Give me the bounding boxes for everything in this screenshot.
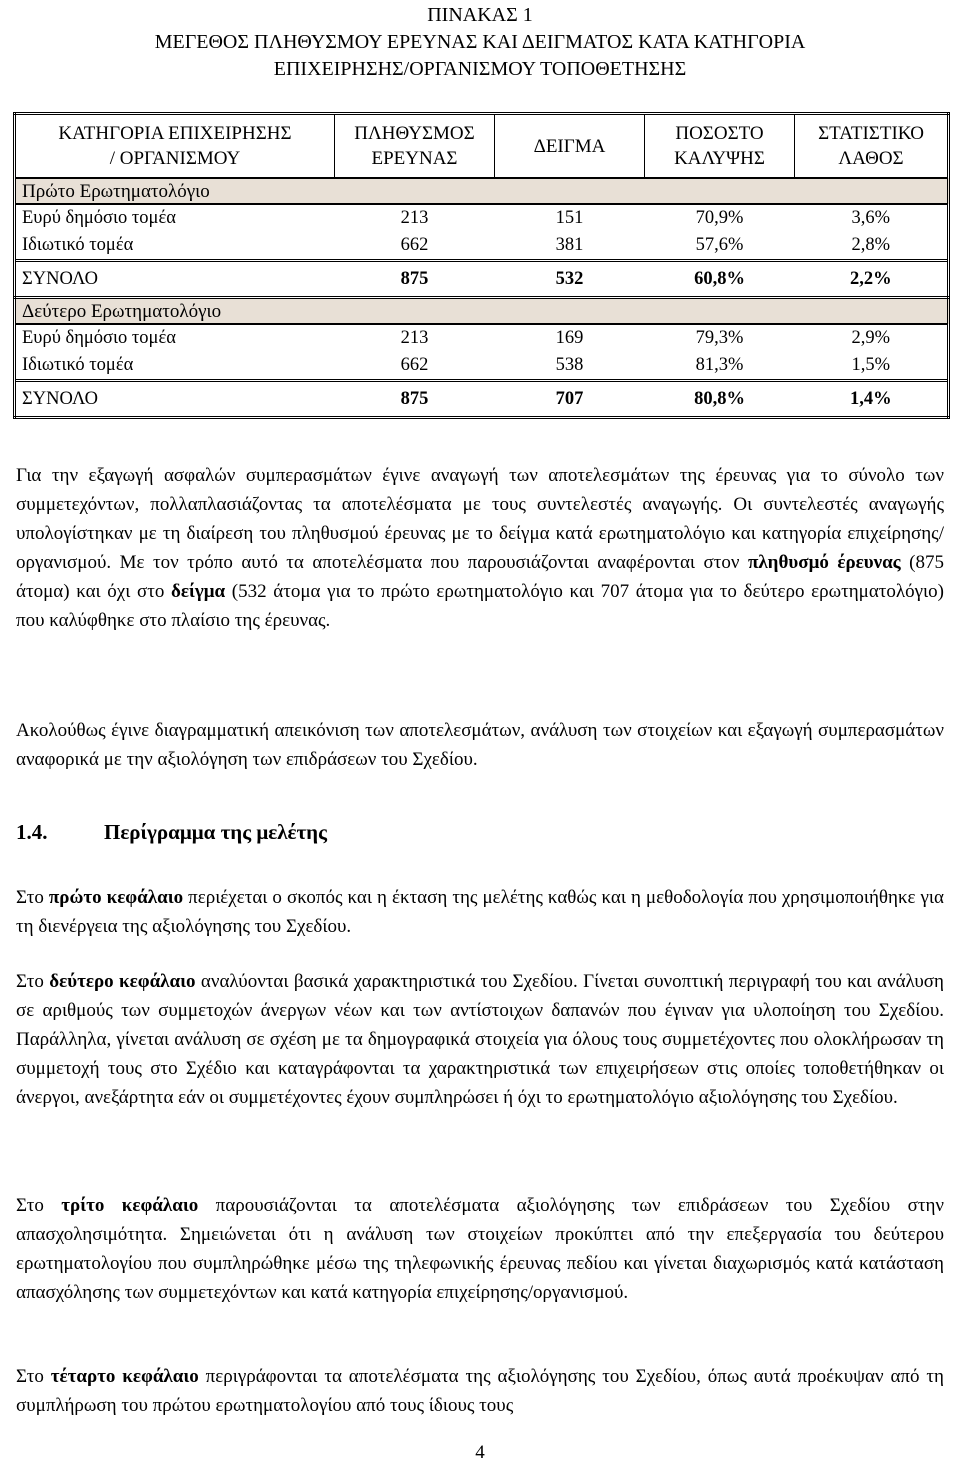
cell-sample: 169 [555, 328, 584, 348]
header-coverage: ΠΟΣΟΣΤΟ ΚΑΛΥΨΗΣ [645, 114, 795, 179]
total-row [15, 261, 949, 298]
cell-category: ΣΥΝΟΛΟ [15, 381, 335, 418]
cell-error: 2,8% [795, 232, 949, 261]
page-number: 4 [475, 1442, 485, 1463]
cell-population: 213 [400, 328, 429, 348]
section-label: Δεύτερο Ερωτηματολόγιο [15, 298, 949, 325]
cell-coverage: 81,3% [695, 355, 744, 375]
cell-error: 1,4% [795, 381, 949, 418]
header-sample: ΔΕΙΓΜΑ [495, 114, 645, 179]
table-row [15, 324, 949, 352]
table-header-row [15, 114, 949, 179]
table-row [15, 352, 949, 381]
cell-sample: 707 [495, 381, 645, 418]
table-title [0, 2, 960, 83]
cell-coverage: 57,6% [695, 235, 744, 255]
title-line-3: ΕΠΙΧΕΙΡΗΣΗΣ/ΟΡΓΑΝΙΣΜΟΥ ΤΟΠΟΘΕΤΗΣΗΣ [273, 58, 687, 80]
section-row [15, 178, 949, 204]
title-line-2: ΜΕΓΕΘΟΣ ΠΛΗΘΥΣΜΟΥ ΕΡΕΥΝΑΣ ΚΑΙ ΔΕΙΓΜΑΤΟΣ ΚΑΤΑ ΚΑΤΗΓΟΡΙΑ [154, 31, 806, 53]
cell-population: 213 [400, 208, 429, 228]
section-row [15, 298, 949, 325]
table-row [15, 232, 949, 261]
cell-category: Ευρύ δημόσιο τομέα [15, 204, 335, 232]
cell-population: 662 [400, 235, 429, 255]
section-number: 1.4. [16, 820, 48, 844]
paragraph-chapter-2: Στο δεύτερο κεφάλαιο αναλύονται βασικά χαρακτηριστικά του Σχεδίου. Γίνεται συνοπτική περιγραφή του και ανάλυση σε αριθμούς των συμμετοχών άνεργων νέων και των αντίστοιχων δαπανών που έγιναν για υλοποίηση του Σχεδίου. Παράλληλα, γίνεται ανάλυση σε σχέση με τα δημογραφικά στοιχεία για όλους τους συμμετέχοντες που ολοκλήρωσαν τη συμμετοχή τους στο Σχέδιο και καταγράφονται τα χαρακτηριστικά των επιχειρήσεων στις οποίες τοποθετήθηκαν οι άνεργοι, ανεξάρτητα εάν οι συμμετέχοντες έχουν συμπληρώσει ή όχι το ερωτηματολόγιο αξιολόγησης του Σχεδίου. [16, 971, 944, 1108]
total-row [15, 381, 949, 418]
paragraph-chapter-3: Στο τρίτο κεφάλαιο παρουσιάζονται τα αποτελέσματα αξιολόγησης των επιδράσεων του Σχεδίου στην απασχολησιμότητα. Σημειώνεται ότι η ανάλυση των στοιχείων προκύπτει από την επεξεργασία του δεύτερου ερωτηματολογίου που συμπληρώθηκε μέσω της τηλεφωνικής έρευνας πεδίου και γίνεται διαχωρισμός κατά κατάσταση απασχόλησης των συμμετεχόντων και κατά κατηγορία επιχείρησης/οργανισμού. [16, 1195, 944, 1303]
header-population: ΠΛΗΘΥΣΜΟΣ ΕΡΕΥΝΑΣ [335, 114, 495, 179]
section-title: Περίγραμμα της μελέτης [104, 820, 327, 844]
cell-sample: 381 [555, 235, 584, 255]
cell-error: 3,6% [795, 204, 949, 232]
cell-category: Ιδιωτικό τομέα [15, 352, 335, 381]
cell-error: 2,9% [795, 324, 949, 352]
header-error: ΣΤΑΤΙΣΤΙΚΟ ΛΑΘΟΣ [795, 114, 949, 179]
population-sample-table [13, 112, 950, 419]
paragraph-chapter-1: Στο πρώτο κεφάλαιο περιέχεται ο σκοπός και η έκταση της μελέτης καθώς και η μεθοδολογία που χρησιμοποιήθηκε για τη διενέργεια της αξιολόγησης του Σχεδίου. [16, 887, 944, 937]
cell-coverage: 70,9% [695, 208, 744, 228]
cell-population: 875 [335, 261, 495, 298]
section-heading [16, 820, 327, 845]
cell-error: 1,5% [795, 352, 949, 381]
title-line-1: ΠΙΝΑΚΑΣ 1 [427, 4, 533, 26]
cell-population: 875 [335, 381, 495, 418]
cell-population: 662 [400, 355, 429, 375]
cell-category: ΣΥΝΟΛΟ [15, 261, 335, 298]
cell-coverage: 80,8% [645, 381, 795, 418]
cell-error: 2,2% [795, 261, 949, 298]
paragraph-chapter-4: Στο τέταρτο κεφάλαιο περιγράφονται τα αποτελέσματα της αξιολόγησης του Σχεδίου, όπως αυτά προέκυψαν από τη συμπλήρωση του πρώτου ερωτηματολογίου από τους ίδιους τους [16, 1366, 944, 1416]
cell-coverage: 79,3% [695, 328, 744, 348]
paragraph-methodology: Για την εξαγωγή ασφαλών συμπερασμάτων έγινε αναγωγή των αποτελεσμάτων της έρευνας για το σύνολο των συμμετεχόντων, πολλαπλασιάζοντας τα αποτελέσματα με τους συντελεστές αναγωγής. Οι συντελεστές αναγωγής υπολογίστηκαν με τη διαίρεση του πληθυσμού έρευνας με το δείγμα κατά ερωτηματολόγιο και κατηγορία επιχείρησης/ οργανισμού. Με τον τρόπο αυτό τα αποτελέσματα που παρουσιάζονται αναφέρονται στον πληθυσμό έρευνας (875 άτομα) και όχι στο δείγμα (532 άτομα για το πρώτο ερωτηματολόγιο και 707 άτομα για το δεύτερο ερωτηματολόγιο) που καλύφθηκε στο πλαίσιο της έρευνας. [16, 465, 945, 631]
cell-sample: 538 [555, 355, 584, 375]
section-label: Πρώτο Ερωτηματολόγιο [15, 178, 949, 204]
cell-category: Ιδιωτικό τομέα [15, 232, 335, 261]
header-category: ΚΑΤΗΓΟΡΙΑ ΕΠΙΧΕΙΡΗΣΗΣ / ΟΡΓΑΝΙΣΜΟΥ [15, 114, 335, 179]
cell-category: Ευρύ δημόσιο τομέα [15, 324, 335, 352]
paragraph-analysis: Ακολούθως έγινε διαγραμματική απεικόνιση των αποτελεσμάτων, ανάλυση των στοιχείων και εξαγωγή συμπερασμάτων αναφορικά με την αξιολόγηση των επιδράσεων του Σχεδίου. [16, 720, 944, 770]
table-row [15, 204, 949, 232]
cell-sample: 151 [555, 208, 584, 228]
cell-coverage: 60,8% [645, 261, 795, 298]
cell-sample: 532 [495, 261, 645, 298]
